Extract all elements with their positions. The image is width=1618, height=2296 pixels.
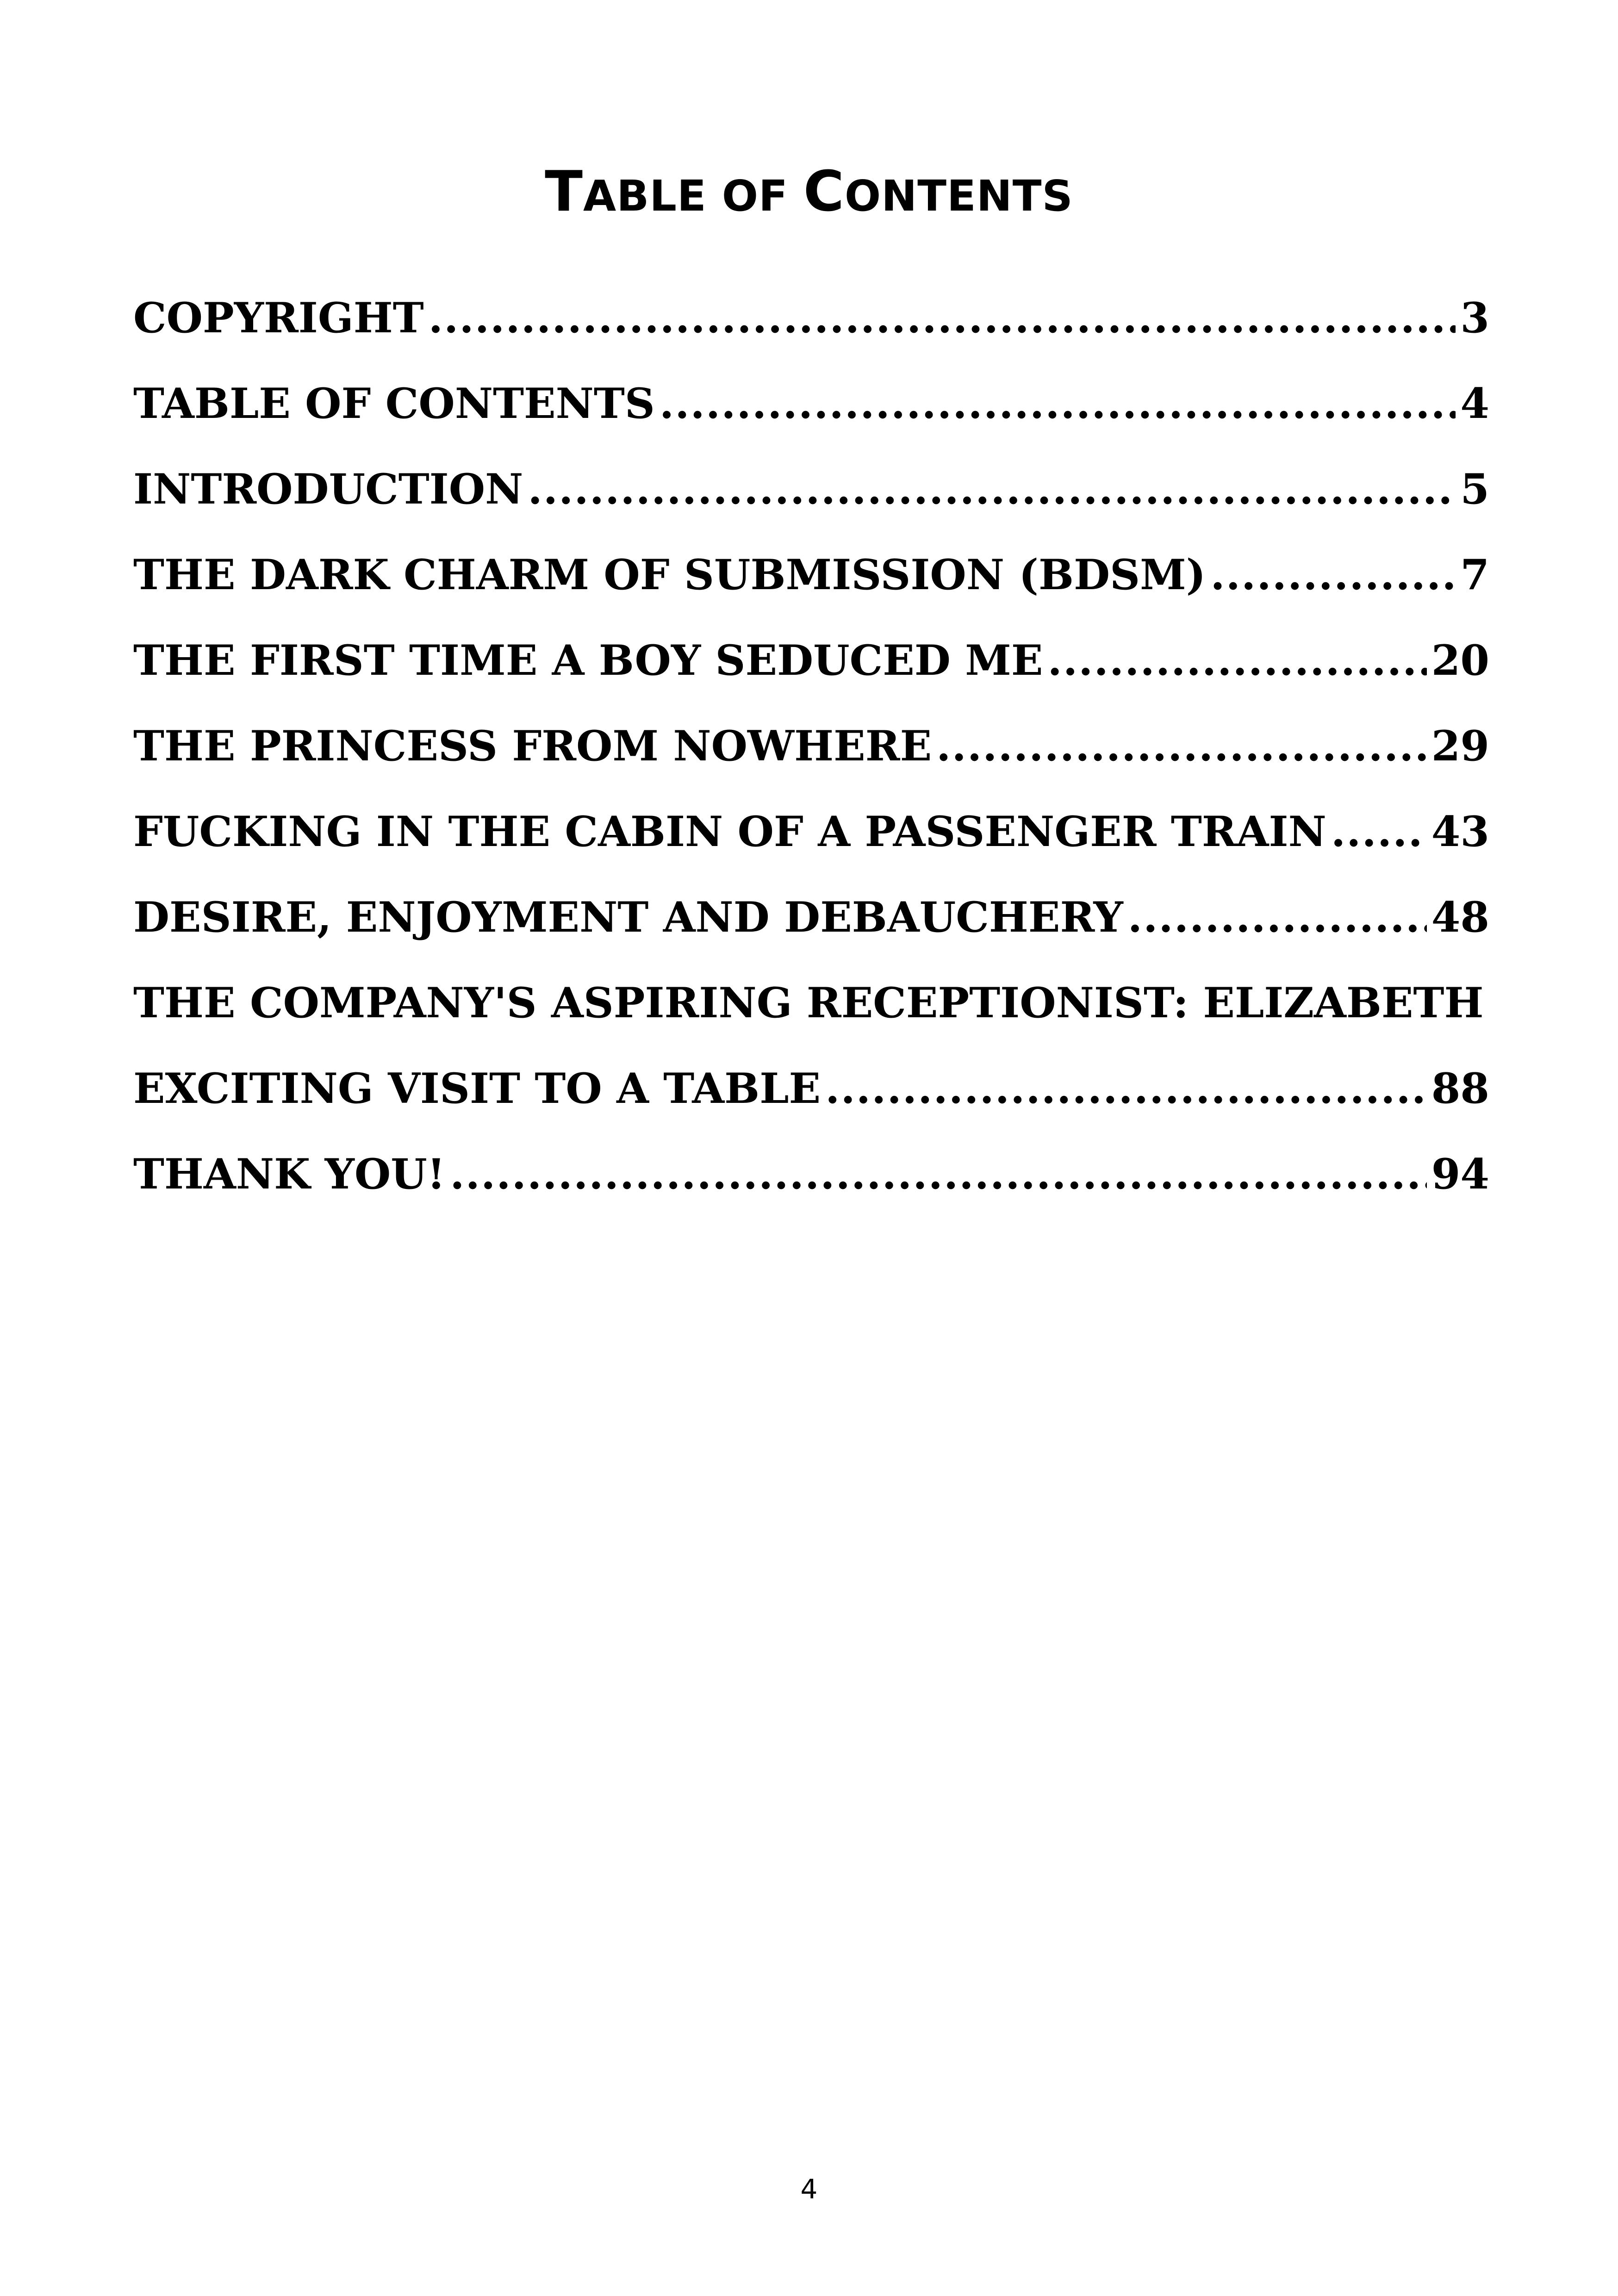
toc-entry-page: 88	[1431, 1064, 1489, 1113]
toc-entry-introduction[interactable]	[133, 447, 1489, 532]
toc-dot-leader	[660, 361, 1456, 447]
toc-entry-first-time[interactable]	[133, 618, 1489, 703]
title-initial-t: T	[545, 160, 584, 224]
toc-entry-label: THE COMPANY'S ASPIRING RECEPTIONIST: ELIZABETH	[133, 978, 1484, 1027]
toc-dot-leader	[1331, 789, 1427, 875]
toc-entry-page: 4	[1460, 379, 1489, 428]
toc-entry-princess[interactable]	[133, 703, 1489, 789]
toc-dot-leader	[528, 447, 1456, 532]
page-title	[0, 155, 1618, 233]
toc-entry-page: 94	[1431, 1150, 1489, 1199]
title-initial-c: C	[803, 160, 845, 224]
toc-entry-thank-you[interactable]	[133, 1132, 1489, 1217]
toc-entry-label: THE FIRST TIME A BOY SEDUCED ME	[133, 636, 1043, 685]
toc-dot-leader	[1048, 618, 1427, 703]
toc-entry-copyright[interactable]	[133, 275, 1489, 361]
toc-entry-label: FUCKING IN THE CABIN OF A PASSENGER TRAIN	[133, 807, 1326, 856]
toc-entry-label: EXCITING VISIT TO A TABLE	[133, 1064, 821, 1113]
toc-entry-label: COPYRIGHT	[133, 293, 424, 342]
toc-entry-dark-charm[interactable]	[133, 532, 1489, 618]
toc-dot-leader	[429, 275, 1456, 361]
toc-dot-leader	[450, 1132, 1426, 1217]
page-number: 4	[800, 2173, 818, 2205]
toc-entry-page: 48	[1431, 893, 1489, 942]
title-part-one: ABLE OF	[583, 171, 803, 221]
toc-dot-leader	[936, 703, 1427, 789]
toc-entry-label: INTRODUCTION	[133, 465, 523, 514]
toc-entry-table-of-contents[interactable]	[133, 361, 1489, 447]
toc-entry-page: 5	[1460, 465, 1489, 514]
toc-dot-leader	[1128, 875, 1427, 960]
toc-entry-page: 43	[1431, 807, 1489, 856]
toc-entry-label: THE PRINCESS FROM NOWHERE	[133, 722, 932, 771]
toc-entry-page: 7	[1460, 550, 1489, 599]
toc-entry-label: TABLE OF CONTENTS	[133, 379, 655, 428]
toc-entry-page: 29	[1431, 722, 1489, 771]
toc-entry-page: 20	[1431, 636, 1489, 685]
table-of-contents-list	[133, 275, 1489, 1217]
toc-entry-receptionist[interactable]	[133, 960, 1489, 1046]
toc-dot-leader	[825, 1046, 1427, 1132]
toc-dot-leader	[1210, 532, 1456, 618]
toc-entry-label: DESIRE, ENJOYMENT AND DEBAUCHERY	[133, 893, 1123, 942]
toc-entry-desire[interactable]	[133, 875, 1489, 960]
title-part-two: ONTENTS	[845, 171, 1073, 221]
toc-entry-exciting-visit[interactable]	[133, 1046, 1489, 1132]
toc-entry-label: THANK YOU!	[133, 1150, 446, 1199]
toc-entry-passenger-train[interactable]	[133, 789, 1489, 875]
toc-entry-page: 3	[1460, 293, 1489, 342]
toc-entry-label: THE DARK CHARM OF SUBMISSION (BDSM)	[133, 550, 1206, 599]
